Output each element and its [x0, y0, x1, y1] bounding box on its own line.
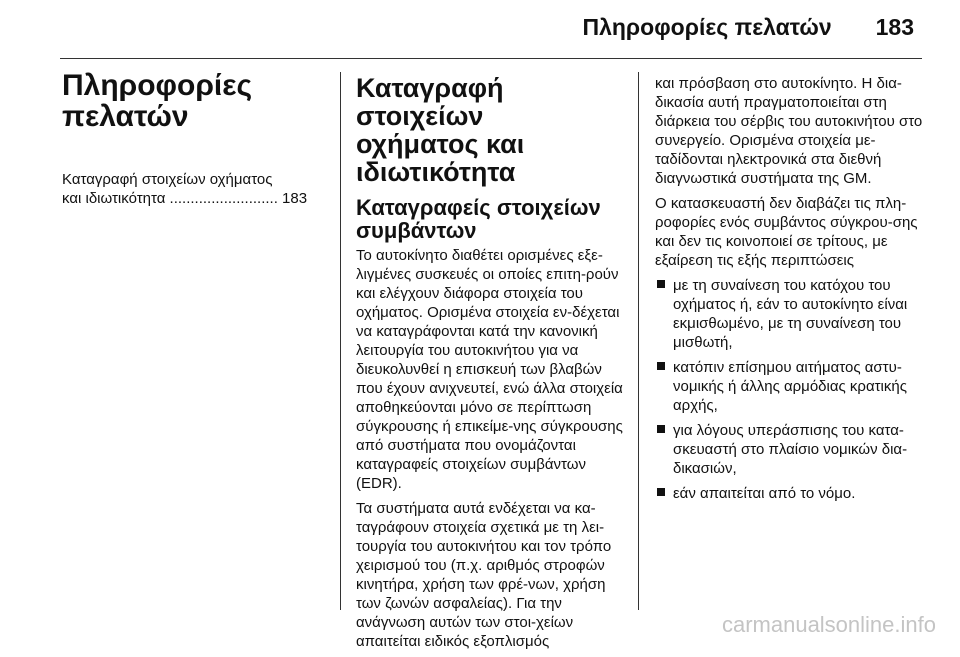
- page-number: 183: [875, 14, 914, 40]
- running-title: Πληροφορίες πελατών: [582, 14, 832, 40]
- bullet-icon: [657, 488, 665, 496]
- body-paragraph: και πρόσβαση στο αυτοκίνητο. Η δια-δικασία αυτή πραγματοποιείται στη διάρκεια του σέρβις του αυτοκινήτου στο συνεργείο. Ορισμένα στοιχεία με-ταδίδονται ηλεκτρονικά στα διεθνή διαγνωστικά συστήματα της GM.: [655, 75, 923, 187]
- bullet-list: [655, 276, 923, 503]
- list-item: εάν απαιτείται από το νόμο.: [655, 484, 923, 503]
- middle-column: [356, 74, 624, 657]
- column-divider-left: [340, 72, 341, 610]
- toc-entry[interactable]: [62, 170, 324, 208]
- right-column: [655, 74, 923, 509]
- running-header: [582, 14, 914, 41]
- chapter-title: Πληροφορίες πελατών: [62, 69, 253, 133]
- column-divider-right: [638, 72, 639, 610]
- header-rule: [60, 58, 922, 59]
- left-column: [62, 70, 324, 208]
- list-item: κατόπιν επίσημου αιτήματος αστυ-νομικής ή άλλης αρμόδιας κρατικής αρχής,: [655, 358, 923, 415]
- toc-entry-line1: Καταγραφή στοιχείων οχήματος: [62, 171, 273, 188]
- watermark: carmanualsonline.info: [721, 612, 936, 637]
- subsection-title: Καταγραφείς στοιχείων συμβάντων: [356, 195, 601, 243]
- body-paragraph: Τα συστήματα αυτά ενδέχεται να κα-ταγράφουν στοιχεία σχετικά με τη λει-τουργία του αυτοκινήτου και τον τρόπο χειρισμού του (π.χ. αριθμός στροφών κινητήρα, χρήση των φρέ-νων, χρήση των ζωνών ασφαλείας). Για την ανάγνωση αυτών των στοι-χείων απαιτείται ειδικός εξοπλισμός: [356, 500, 612, 650]
- body-paragraph: Το αυτοκίνητο διαθέτει ορισμένες εξε-λιγμένες συσκευές οι οποίες επιτη-ρούν και ελέγχουν διάφορα στοιχεία του οχήματος. Ορισμένα στοιχεία εν-δέχεται να καταγράφονται κατά την κανονική λειτουργία του αυτοκινήτου για να διευκολυνθεί η επισκευή των βλαβών που έχουν ανιχνευτεί, ενώ άλλα στοιχεία αποθηκεύονται μόνο σε περίπτωση σύγκρουσης ή επικείμε-νης σύγκρουσης από συστήματα που ονομάζονται καταγραφείς στοιχείων συμβάντων (EDR).: [356, 247, 623, 492]
- list-item: για λόγους υπεράσπισης του κατα-σκευαστή στο πλαίσιο νομικών δια-δικασιών,: [655, 421, 923, 478]
- list-item: με τη συναίνεση του κατόχου του οχήματος ή, εάν το αυτοκίνητο είναι εκμισθωμένο, με τη συναίνεση του μισθωτή,: [655, 276, 923, 352]
- bullet-icon: [657, 425, 665, 433]
- bullet-icon: [657, 362, 665, 370]
- section-title: Καταγραφή στοιχείων οχήματος και ιδιωτικότητα: [356, 73, 525, 187]
- bullet-icon: [657, 280, 665, 288]
- toc-entry-line2: και ιδιωτικότητα .......................... 183: [62, 190, 308, 207]
- body-paragraph: Ο κατασκευαστή δεν διαβάζει τις πλη-ροφορίες ενός συμβάντος σύγκρου-σης και δεν τις κοινοποιεί σε τρίτους, με εξαίρεση τις εξής περιπτώσεις: [655, 195, 918, 269]
